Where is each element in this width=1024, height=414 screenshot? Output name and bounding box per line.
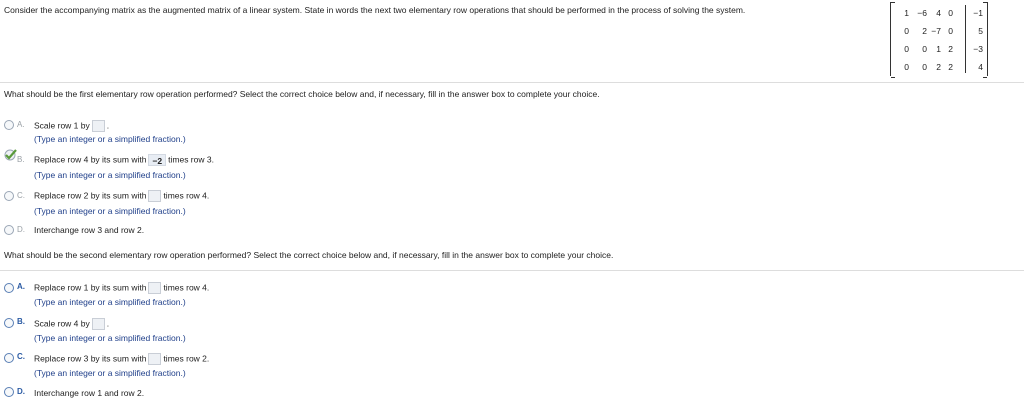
q1-option-a-radio[interactable] [4,120,14,130]
q2-option-a-radio[interactable] [4,283,14,293]
q2-option-c-hint: (Type an integer or a simplified fraction.) [34,368,186,378]
q1-option-c-text[interactable] [34,190,209,202]
augment-divider [965,5,966,73]
q1-option-b-hint: (Type an integer or a simplified fraction.) [34,170,186,180]
q2-option-b-hint: (Type an integer or a simplified fraction.) [34,333,186,343]
matrix-cell: −1 [973,8,983,18]
option-label: times row 4. [163,190,210,201]
section-divider [0,82,1024,83]
matrix-cell: 0 [904,26,909,36]
matrix-cell: 0 [922,44,927,54]
q2-option-b-letter: B. [17,317,25,326]
option-label: Replace row 3 by its sum with [34,353,147,364]
q2-option-a-letter: A. [17,282,25,291]
q1-option-d-letter: D. [17,225,25,234]
option-label: Replace row 1 by its sum with [34,282,147,293]
problem-prompt: Consider the accompanying matrix as the augmented matrix of a linear system. State in words the next two elementary row operations that should be performed in the process of solving the system. [4,5,746,15]
matrix-cell: 2 [922,26,927,36]
matrix-cell: 0 [904,44,909,54]
q2-option-c-letter: C. [17,352,25,361]
answer-box[interactable] [92,318,105,330]
option-label: . [106,318,110,329]
q2-option-b-radio[interactable] [4,318,14,328]
option-label: Scale row 1 by [34,120,90,131]
answer-box[interactable] [92,120,105,132]
option-label: times row 2. [163,353,210,364]
q2-option-c-radio[interactable] [4,353,14,363]
option-label: times row 3. [168,154,214,165]
q2-option-c-text[interactable] [34,353,209,365]
matrix-cell: 1 [904,8,909,18]
q2-option-a-hint: (Type an integer or a simplified fraction.) [34,297,186,307]
q2-option-d-letter: D. [17,387,25,396]
answer-box[interactable]: −2 [148,154,166,166]
q1-option-a-text[interactable] [34,120,109,132]
q1-option-d-radio[interactable] [4,225,14,235]
matrix-cell: 2 [936,62,941,72]
option-label: Replace row 2 by its sum with [34,190,147,201]
matrix-cell: −7 [931,26,941,36]
question1-text: What should be the first elementary row operation performed? Select the correct choice below and, if necessary, fill in the answer box to complete your choice. [4,89,600,99]
matrix-cell: 0 [922,62,927,72]
matrix-cell: 0 [904,62,909,72]
option-label: . [106,120,110,131]
matrix-cell: 0 [948,26,953,36]
q1-option-b-letter: B. [17,155,25,164]
q1-option-d-text[interactable]: Interchange row 3 and row 2. [34,225,145,235]
q1-option-c-hint: (Type an integer or a simplified fraction.) [34,206,186,216]
q2-option-a-text[interactable] [34,282,209,294]
matrix-cell: 2 [948,44,953,54]
q1-option-a-letter: A. [17,120,25,129]
option-label: Scale row 4 by [34,318,90,329]
matrix-cell: 4 [936,8,941,18]
matrix-cell: 4 [978,62,983,72]
q1-option-a-hint: (Type an integer or a simplified fraction.) [34,134,186,144]
option-label: times row 4. [163,282,210,293]
matrix-cell: 1 [936,44,941,54]
q2-option-b-text[interactable] [34,318,109,330]
matrix-cell: −3 [973,44,983,54]
q2-option-d-radio[interactable] [4,387,14,397]
section-divider [0,270,1024,271]
augmented-matrix [890,2,988,76]
q1-option-c-letter: C. [17,191,25,200]
matrix-cell: 2 [948,62,953,72]
option-label: Replace row 4 by its sum with [34,154,147,165]
checkmark-icon [4,149,18,161]
answer-box[interactable] [148,353,161,365]
q1-option-b-text[interactable] [34,154,214,166]
matrix-cell: 0 [948,8,953,18]
q2-option-d-text[interactable]: Interchange row 1 and row 2. [34,388,145,398]
answer-box[interactable] [148,282,161,294]
matrix-cell: −6 [917,8,927,18]
matrix-cell: 5 [978,26,983,36]
question2-text: What should be the second elementary row operation performed? Select the correct choice below and, if necessary, fill in the answer box to complete your choice. [4,250,614,260]
answer-box[interactable] [148,190,161,202]
q1-option-c-radio[interactable] [4,191,14,201]
